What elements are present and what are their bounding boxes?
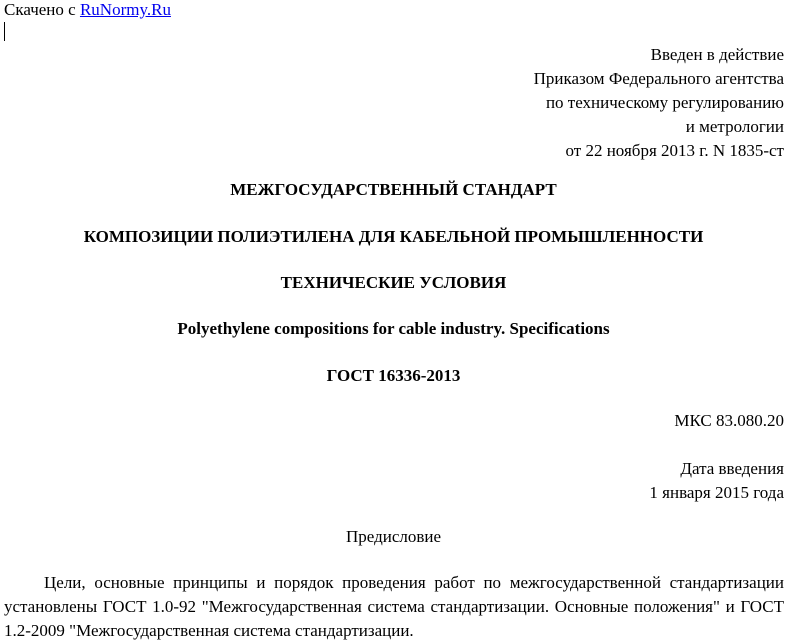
enactment-line-2: Приказом Федерального агентства — [533, 69, 784, 88]
source-link[interactable]: RuNormy.Ru — [79, 0, 171, 19]
standard-designation: ГОСТ 16336-2013 — [326, 366, 461, 385]
standard-type-heading: МЕЖГОСУДАРСТВЕННЫЙ СТАНДАРТ — [230, 180, 557, 199]
mks-code: МКС 83.080.20 — [674, 411, 784, 430]
document-title: КОМПОЗИЦИИ ПОЛИЭТИЛЕНА ДЛЯ КАБЕЛЬНОЙ ПРОМЫШЛЕННОСТИ — [83, 227, 704, 246]
text-cursor — [4, 22, 5, 41]
document-subtitle: ТЕХНИЧЕСКИЕ УСЛОВИЯ — [280, 273, 507, 292]
enactment-line-4: и метрологии — [685, 117, 784, 136]
intro-date-block — [649, 457, 784, 505]
preface-paragraph: Цели, основные принципы и порядок проведения работ по межгосударственной стандартизации установлены ГОСТ 1.0-92 "Межгосударственная система стандартизации. Основные положения" и ГОСТ 1.2-2009 "Межгосударственная система стандартизации. — [4, 573, 784, 640]
intro-date-label: Дата введения — [680, 459, 784, 478]
enactment-block — [534, 43, 784, 163]
enactment-line-3: по техническому регулированию — [545, 93, 784, 112]
enactment-line-5: от 22 ноября 2013 г. N 1835-ст — [565, 141, 784, 160]
preface-heading: Предисловие — [345, 527, 442, 546]
enactment-line-1: Введен в действие — [650, 45, 784, 64]
english-title: Polyethylene compositions for cable industry. Specifications — [177, 319, 610, 338]
intro-date-value: 1 января 2015 года — [649, 483, 784, 502]
source-line — [4, 0, 171, 20]
source-prefix: Скачено с — [4, 0, 76, 19]
